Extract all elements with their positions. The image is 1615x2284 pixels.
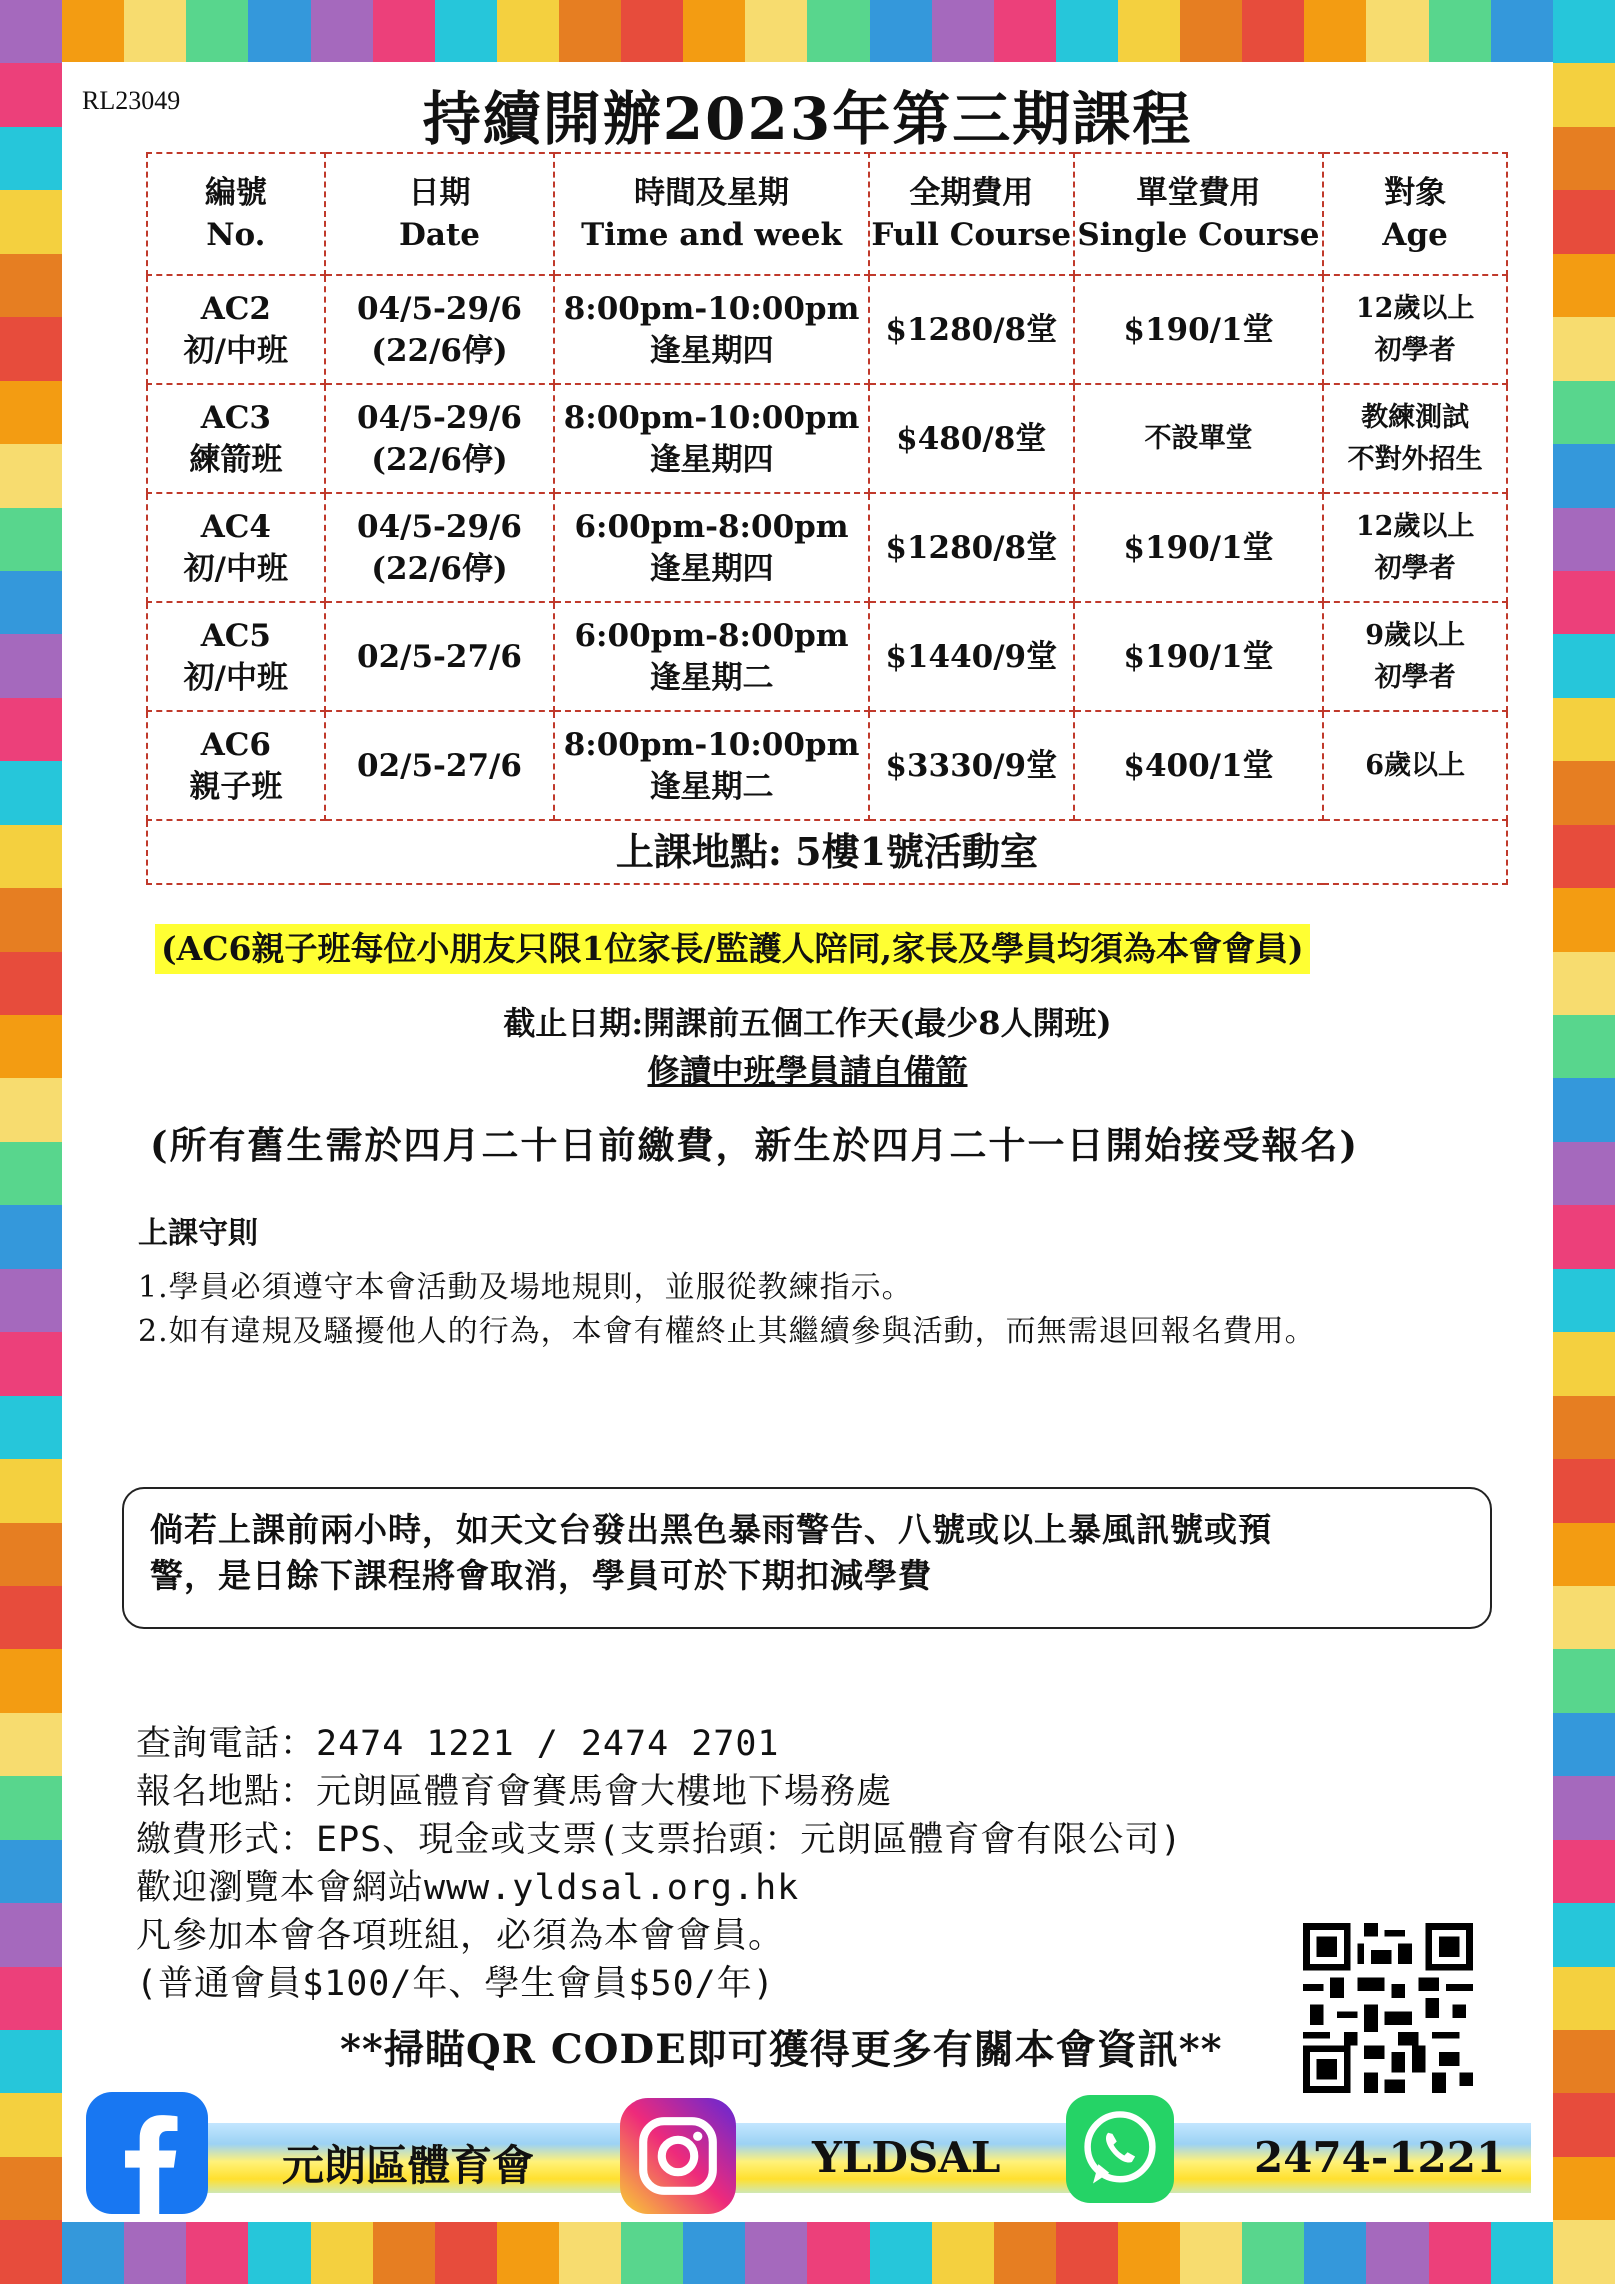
border-tile <box>1553 634 1615 697</box>
cell-age: 12歲以上 初學者 <box>1323 493 1507 602</box>
cell-date: 04/5-29/6 (22/6停) <box>325 493 555 602</box>
border-tile <box>1491 2222 1553 2284</box>
border-tile <box>1118 0 1180 62</box>
rule-item: 2.如有違規及騷擾他人的行為，本會有權終止其繼續參與活動，而無需退回報名費用。 <box>138 1314 1316 1349</box>
cell-single-fee: $400/1堂 <box>1074 711 1324 820</box>
cell-full-fee: $1440/9堂 <box>869 602 1074 711</box>
border-tile <box>1242 2222 1304 2284</box>
border-tile <box>621 2222 683 2284</box>
table-header-row <box>147 153 1507 275</box>
border-tile <box>559 2222 621 2284</box>
page-title: 持續開辦2023年第三期課程 <box>422 85 1193 153</box>
border-tile <box>186 0 248 62</box>
venue-row <box>147 820 1507 884</box>
border-tile <box>0 1713 62 1776</box>
border-tile <box>994 2222 1056 2284</box>
cell-code: AC2 初/中班 <box>147 275 325 384</box>
cell-single-fee: $190/1堂 <box>1074 275 1324 384</box>
border-tile <box>0 2030 62 2093</box>
border-tile <box>1056 0 1118 62</box>
payment-methods: 繳費形式：EPS、現金或支票(支票抬頭：元朗區體育會有限公司) <box>136 1820 1183 1860</box>
membership-fees: (普通會員$100/年、學生會員$50/年) <box>136 1964 775 2004</box>
header-no: 編號 No. <box>147 153 325 275</box>
border-tile <box>1304 0 1366 62</box>
border-tile <box>0 1396 62 1459</box>
border-tile <box>0 888 62 951</box>
weather-line: 倘若上課前兩小時，如天文台發出黑色暴雨警告、八號或以上暴風訊號或預 <box>150 1510 1272 1549</box>
facebook-name: 元朗區體育會 <box>282 2141 535 2190</box>
header-age: 對象 Age <box>1323 153 1507 275</box>
border-tile <box>1553 1332 1615 1395</box>
border-tile <box>1553 1523 1615 1586</box>
cell-full-fee: $3330/9堂 <box>869 711 1074 820</box>
border-tile <box>0 634 62 697</box>
venue-text: 上課地點: 5樓1號活動室 <box>147 820 1507 884</box>
border-tile <box>435 0 497 62</box>
course-table <box>146 152 1508 885</box>
cell-code: AC5 初/中班 <box>147 602 325 711</box>
border-tile <box>1553 1269 1615 1332</box>
border-top <box>0 0 1615 62</box>
payment-schedule-note: (所有舊生需於四月二十日前繳費，新生於四月二十一日開始接受報名) <box>150 1123 1360 1167</box>
border-tile <box>1553 2220 1615 2283</box>
cell-time: 8:00pm-10:00pm 逢星期四 <box>554 384 869 493</box>
border-tile <box>683 2222 745 2284</box>
border-tile <box>683 0 745 62</box>
border-tile <box>870 0 932 62</box>
border-tile <box>373 2222 435 2284</box>
border-tile <box>62 0 124 62</box>
cell-age: 教練測試 不對外招生 <box>1323 384 1507 493</box>
border-tile <box>248 0 310 62</box>
border-tile <box>0 0 62 63</box>
equipment-line <box>0 1046 1615 1092</box>
border-tile <box>1056 2222 1118 2284</box>
border-tile <box>124 2222 186 2284</box>
border-tile <box>1553 1459 1615 1522</box>
cell-full-fee: $1280/8堂 <box>869 275 1074 384</box>
border-tile <box>1553 317 1615 380</box>
border-tile <box>0 1903 62 1966</box>
border-tile <box>0 2157 62 2220</box>
qr-code[interactable] <box>1303 1923 1473 2093</box>
border-tile <box>0 1205 62 1268</box>
border-tile <box>0 2220 62 2283</box>
border-tile <box>1553 825 1615 888</box>
border-tile <box>0 317 62 380</box>
header-full-course: 全期費用 Full Course <box>869 153 1074 275</box>
table-row <box>147 275 1507 384</box>
border-tile <box>0 1840 62 1903</box>
border-tile <box>311 2222 373 2284</box>
border-tile <box>1429 0 1491 62</box>
border-tile <box>0 571 62 634</box>
cell-code: AC6 親子班 <box>147 711 325 820</box>
border-tile <box>1553 254 1615 317</box>
whatsapp-number: 2474-1221 <box>1254 2133 1506 2182</box>
cell-full-fee: $1280/8堂 <box>869 493 1074 602</box>
border-tile <box>1553 1205 1615 1268</box>
border-tile <box>1180 2222 1242 2284</box>
border-tile <box>0 1776 62 1839</box>
cell-code: AC3 練箭班 <box>147 384 325 493</box>
border-tile <box>1553 2093 1615 2156</box>
border-tile <box>1553 571 1615 634</box>
cell-time: 6:00pm-8:00pm 逢星期四 <box>554 493 869 602</box>
border-tile <box>497 0 559 62</box>
deadline-text: 截止日期:開課前五個工作天(最少8人開班) <box>503 1004 1112 1042</box>
weather-line: 警，是日餘下課程將會取消，學員可於下期扣減學費 <box>150 1556 932 1595</box>
instagram-handle: YLDSAL <box>812 2133 1001 2182</box>
rule-item: 1.學員必須遵守本會活動及場地規則，並服從教練指示。 <box>138 1270 913 1305</box>
cell-age: 6歲以上 <box>1323 711 1507 820</box>
ac6-parent-note: (AC6親子班每位小朋友只限1位家長/監護人陪同,家長及學員均須為本會會員) <box>155 924 1310 974</box>
border-left <box>0 0 62 2284</box>
border-tile <box>0 381 62 444</box>
border-tile <box>435 2222 497 2284</box>
qr-caption: **掃瞄QR CODE即可獲得更多有關本會資訊** <box>340 2026 1223 2073</box>
instagram-icon[interactable] <box>620 2098 736 2214</box>
border-tile <box>0 444 62 507</box>
border-right <box>1553 0 1615 2284</box>
border-tile <box>745 0 807 62</box>
border-tile <box>0 1459 62 1522</box>
border-tile <box>1553 1903 1615 1966</box>
cell-time: 6:00pm-8:00pm 逢星期二 <box>554 602 869 711</box>
cell-full-fee: $480/8堂 <box>869 384 1074 493</box>
contact-phone: 查詢電話：2474 1221 / 2474 2701 <box>136 1724 780 1764</box>
border-tile <box>932 0 994 62</box>
border-bottom <box>0 2222 1615 2284</box>
table-row <box>147 602 1507 711</box>
table-row <box>147 711 1507 820</box>
cell-time: 8:00pm-10:00pm 逢星期四 <box>554 275 869 384</box>
border-tile <box>186 2222 248 2284</box>
border-tile <box>1118 2222 1180 2284</box>
border-tile <box>0 1142 62 1205</box>
cell-age: 12歲以上 初學者 <box>1323 275 1507 384</box>
border-tile <box>311 0 373 62</box>
border-tile <box>1491 0 1553 62</box>
border-tile <box>1553 1840 1615 1903</box>
border-tile <box>497 2222 559 2284</box>
border-tile <box>559 0 621 62</box>
border-tile <box>0 698 62 761</box>
border-tile <box>373 0 435 62</box>
border-tile <box>0 508 62 571</box>
border-tile <box>1553 1776 1615 1839</box>
border-tile <box>1553 381 1615 444</box>
whatsapp-icon[interactable] <box>1066 2095 1174 2203</box>
cell-date: 02/5-27/6 <box>325 711 555 820</box>
border-tile <box>1553 1649 1615 1712</box>
cell-single-fee: 不設單堂 <box>1074 384 1324 493</box>
cell-code: AC4 初/中班 <box>147 493 325 602</box>
border-tile <box>807 2222 869 2284</box>
border-tile <box>1553 1713 1615 1776</box>
registration-address: 報名地點：元朗區體育會賽馬會大樓地下場務處 <box>136 1772 893 1812</box>
border-tile <box>1553 190 1615 253</box>
border-tile <box>1553 888 1615 951</box>
border-tile <box>1553 1586 1615 1649</box>
border-tile <box>0 2093 62 2156</box>
border-tile <box>0 1649 62 1712</box>
border-tile <box>621 0 683 62</box>
cell-age: 9歲以上 初學者 <box>1323 602 1507 711</box>
border-tile <box>1553 1396 1615 1459</box>
border-tile <box>1553 444 1615 507</box>
border-tile <box>1304 2222 1366 2284</box>
cell-time: 8:00pm-10:00pm 逢星期二 <box>554 711 869 820</box>
border-tile <box>0 1586 62 1649</box>
border-tile <box>870 2222 932 2284</box>
border-tile <box>0 254 62 317</box>
table-row <box>147 493 1507 602</box>
cell-date: 04/5-29/6 (22/6停) <box>325 384 555 493</box>
website-text[interactable]: 歡迎瀏覽本會網站www.yldsal.org.hk <box>136 1868 800 1908</box>
document-code: RL23049 <box>82 86 181 115</box>
border-tile <box>745 2222 807 2284</box>
border-tile <box>1553 761 1615 824</box>
facebook-icon[interactable] <box>86 2092 208 2214</box>
border-tile <box>1366 2222 1428 2284</box>
border-tile <box>0 190 62 253</box>
cell-date: 04/5-29/6 (22/6停) <box>325 275 555 384</box>
border-tile <box>0 1967 62 2030</box>
border-tile <box>1553 698 1615 761</box>
border-tile <box>994 0 1056 62</box>
border-tile <box>1553 2157 1615 2220</box>
border-tile <box>1242 0 1304 62</box>
border-tile <box>124 0 186 62</box>
border-tile <box>0 825 62 888</box>
header-single-course: 單堂費用 Single Course <box>1074 153 1324 275</box>
cell-single-fee: $190/1堂 <box>1074 493 1324 602</box>
border-tile <box>248 2222 310 2284</box>
cell-date: 02/5-27/6 <box>325 602 555 711</box>
weather-warning-box <box>122 1487 1492 1629</box>
border-tile <box>0 761 62 824</box>
border-tile <box>1180 0 1242 62</box>
table-row <box>147 384 1507 493</box>
border-tile <box>1553 1967 1615 2030</box>
border-tile <box>1366 0 1428 62</box>
header-time: 時間及星期 Time and week <box>554 153 869 275</box>
rules-title: 上課守則 <box>138 1216 258 1251</box>
border-tile <box>1553 508 1615 571</box>
border-tile <box>1553 2030 1615 2093</box>
border-tile <box>0 1332 62 1395</box>
header-date: 日期 Date <box>325 153 555 275</box>
border-tile <box>0 1523 62 1586</box>
membership-requirement: 凡參加本會各項班組，必須為本會會員。 <box>136 1916 785 1956</box>
border-tile <box>807 0 869 62</box>
border-tile <box>0 1269 62 1332</box>
border-tile <box>932 2222 994 2284</box>
border-tile <box>1553 1142 1615 1205</box>
equipment-text: 修讀中班學員請自備箭 <box>647 1052 968 1090</box>
border-tile <box>62 2222 124 2284</box>
border-tile <box>1553 0 1615 63</box>
cell-single-fee: $190/1堂 <box>1074 602 1324 711</box>
border-tile <box>1429 2222 1491 2284</box>
